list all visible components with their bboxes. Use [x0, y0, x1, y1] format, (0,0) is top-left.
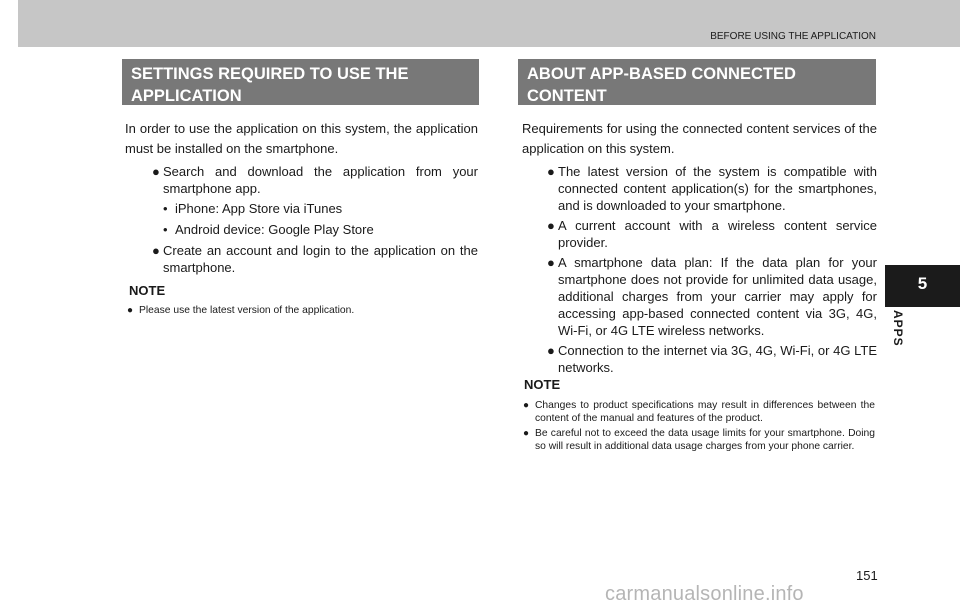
sub-bullet-icon: • — [163, 201, 168, 216]
chapter-number: 5 — [917, 274, 928, 293]
right-note-item-2 — [523, 427, 875, 453]
right-bullet-1-text: The latest version of the system is compatible with connected content application(s) for the smartphones, and is downloaded to your smartphone. — [558, 164, 877, 213]
left-note-title: NOTE — [129, 283, 166, 298]
right-bullet-4-text: Connection to the internet via 3G, 4G, Wi-Fi, or 4G LTE networks. — [558, 343, 877, 375]
bullet-icon: ● — [152, 243, 160, 258]
right-bullet-2 — [547, 217, 877, 251]
right-section-heading — [518, 59, 876, 105]
watermark: carmanualsonline.info — [605, 583, 804, 605]
left-note-item-1-text: Please use the latest version of the application. — [139, 305, 355, 316]
bullet-icon: ● — [547, 343, 555, 358]
right-note-item-1-text: Changes to product specifications may result in differences between the content of the manual and features of the product. — [535, 400, 875, 424]
chapter-label — [889, 310, 909, 354]
right-note-item-1 — [523, 399, 875, 425]
right-note-title: NOTE — [524, 377, 561, 392]
right-column — [522, 119, 877, 379]
right-note — [523, 399, 875, 453]
bullet-icon: ● — [547, 218, 555, 233]
left-section-heading — [122, 59, 479, 105]
left-sub-1 — [163, 200, 478, 217]
left-bullet-2-text: Create an account and login to the application on the smartphone. — [163, 243, 478, 275]
left-bullet-2 — [152, 242, 478, 276]
left-column — [125, 119, 478, 279]
note-dot-icon: ● — [523, 428, 530, 439]
right-bullet-2-text: A current account with a wireless content service provider. — [558, 218, 877, 250]
note-dot-icon: ● — [127, 305, 134, 316]
left-bullet-1-text: Search and download the application from your smartphone app. — [163, 164, 478, 196]
right-intro: Requirements for using the connected content services of the application on this system. — [522, 121, 877, 156]
bullet-icon: ● — [152, 164, 160, 179]
bullet-icon: ● — [547, 255, 555, 270]
right-bullet-4 — [547, 342, 877, 376]
bullet-icon: ● — [547, 164, 555, 179]
right-heading-line-2: CONTENT — [527, 87, 607, 105]
left-heading-line-2: APPLICATION — [131, 87, 242, 105]
left-sub-2-text: Android device: Google Play Store — [175, 222, 374, 237]
sub-bullet-icon: • — [163, 222, 168, 237]
running-head: BEFORE USING THE APPLICATION — [710, 31, 876, 42]
right-bullet-3 — [547, 254, 877, 339]
left-note — [127, 304, 479, 317]
left-intro: In order to use the application on this system, the application must be installed on the smartphone. — [125, 121, 478, 156]
right-note-item-2-text: Be careful not to exceed the data usage limits for your smartphone. Doing so will result in additional data usage charges from your phone carrier. — [535, 428, 875, 452]
chapter-label-text: APPS — [891, 310, 905, 347]
left-sub-1-text: iPhone: App Store via iTunes — [175, 201, 343, 216]
chapter-tab[interactable] — [885, 265, 960, 307]
right-bullet-1 — [547, 163, 877, 214]
note-dot-icon: ● — [523, 400, 530, 411]
page-number: 151 — [856, 568, 878, 583]
left-heading-line-1: SETTINGS REQUIRED TO USE THE — [131, 65, 409, 83]
right-bullet-3-text: A smartphone data plan: If the data plan for your smartphone does not provide for unlimited data usage, additional charges from your carrier may apply for accessing app-based connected content via 3G, 4G, Wi-Fi, or 4G LTE wireless networks. — [558, 255, 877, 338]
left-note-item-1 — [127, 304, 479, 317]
right-heading-line-1: ABOUT APP-BASED CONNECTED — [527, 65, 796, 83]
left-bullet-1 — [152, 163, 478, 197]
left-sub-2 — [163, 221, 478, 238]
